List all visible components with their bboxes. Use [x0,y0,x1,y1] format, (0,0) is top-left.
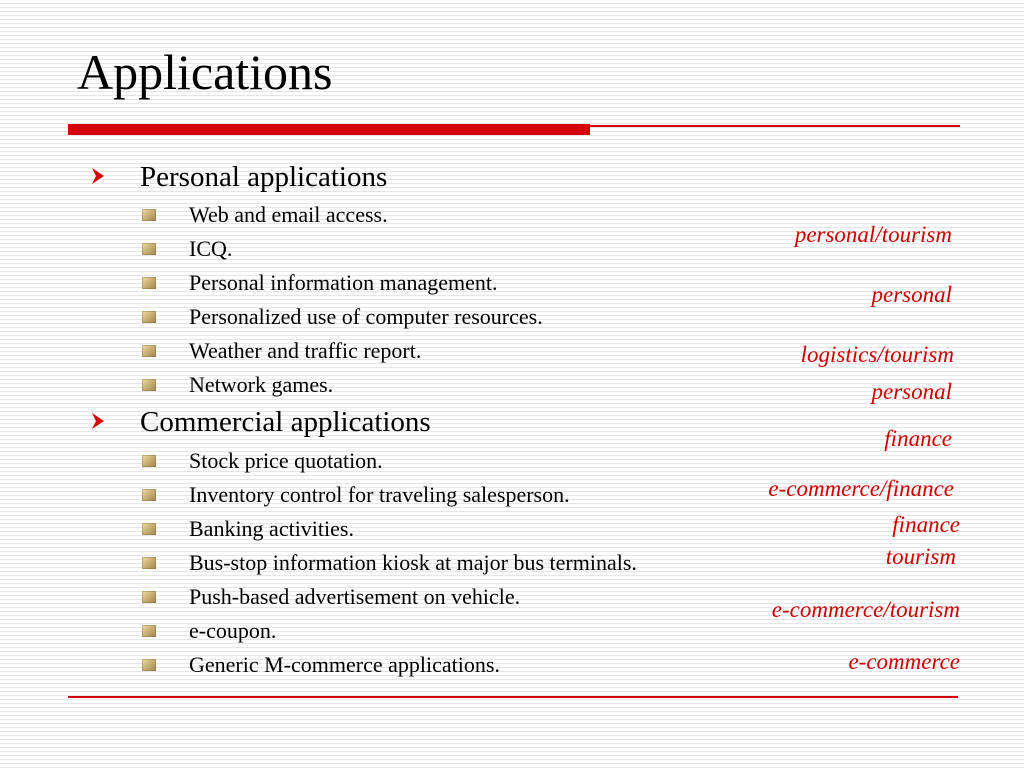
annotation-label: e-commerce/tourism [771,597,960,622]
arrow-bullet-icon [88,166,108,186]
list-item-text: Web and email access. [189,202,388,227]
square-bullet-icon [142,659,156,671]
list-item-text: e-coupon. [189,618,277,643]
list-item-text: Banking activities. [189,516,354,541]
square-bullet-icon [142,455,156,467]
list-item-text: Push-based advertisement on vehicle. [189,584,521,609]
list-item-text: ICQ. [189,236,233,261]
slide-title: Applications [77,44,333,100]
section-label: Commercial applications [140,406,431,438]
square-bullet-icon [142,311,156,323]
list-item-text: Personalized use of computer resources. [189,304,543,329]
square-bullet-icon [142,625,156,637]
square-bullet-icon [142,209,156,221]
square-bullet-icon [142,379,156,391]
square-bullet-icon [142,277,156,289]
list-item-text: Bus-stop information kiosk at major bus terminals. [189,550,637,575]
list-item-text: Weather and traffic report. [189,338,422,363]
annotation-label: logistics/tourism [800,342,954,367]
title-underline-thin [590,125,960,127]
list-item-text: Network games. [189,372,334,397]
annotation-label: e-commerce [848,649,960,674]
annotation-label: personal [871,379,952,404]
square-bullet-icon [142,557,156,569]
annotation-label: personal/tourism [794,222,952,247]
list-item-text: Stock price quotation. [189,448,383,473]
square-bullet-icon [142,591,156,603]
footer-divider [68,696,958,698]
list-item-text: Personal information management. [189,270,498,295]
square-bullet-icon [142,489,156,501]
square-bullet-icon [142,345,156,357]
annotation-label: personal [871,282,952,307]
list-item-text: Inventory control for traveling salesperson. [189,482,570,507]
annotation-label: tourism [885,544,956,569]
arrow-bullet-icon [88,411,108,431]
square-bullet-icon [142,523,156,535]
list-item-text: Generic M-commerce applications. [189,652,500,677]
annotation-label: finance [884,426,952,451]
title-underline-red [68,124,590,135]
annotation-label: e-commerce/finance [768,476,954,501]
square-bullet-icon [142,243,156,255]
annotation-label: finance [892,512,960,537]
section-label: Personal applications [140,161,388,193]
